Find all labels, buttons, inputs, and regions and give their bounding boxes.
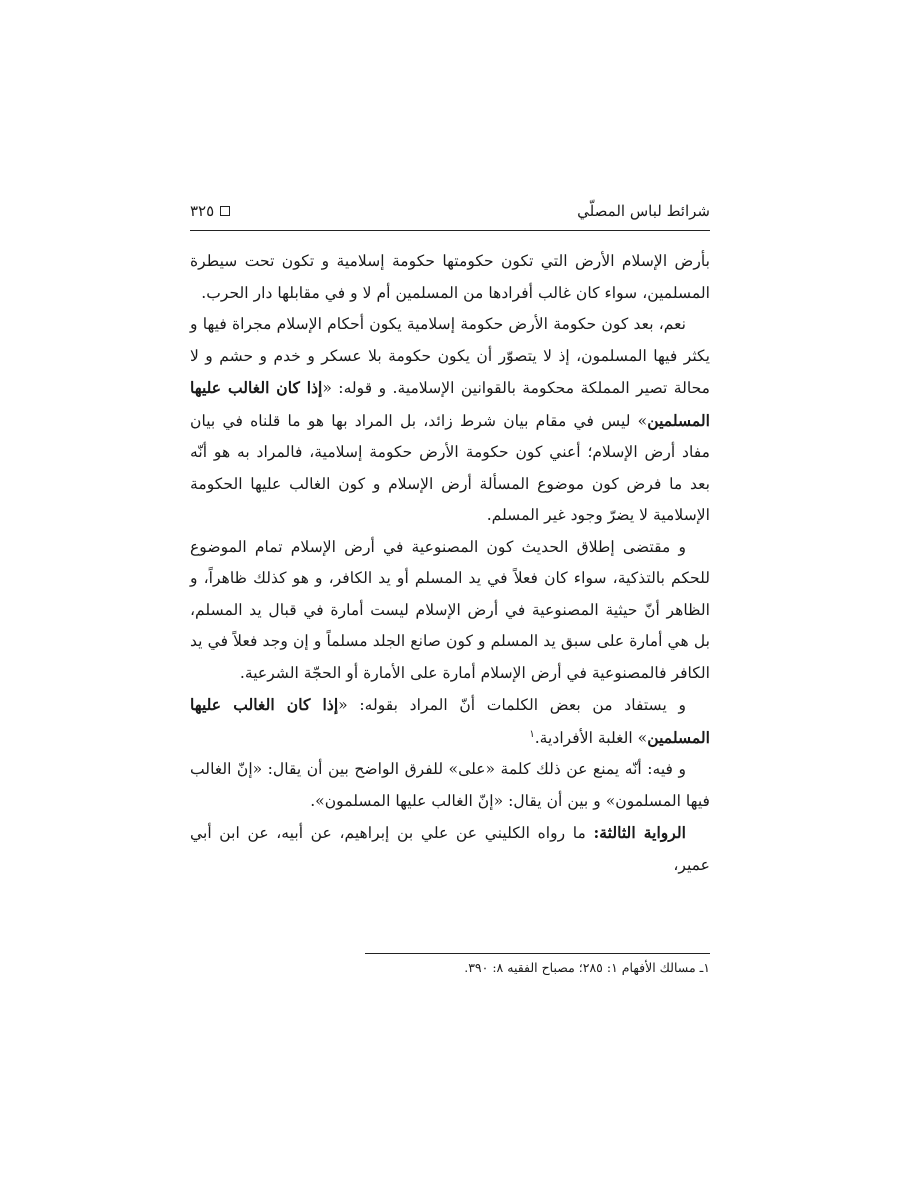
paragraph-3: و مقتضى إطلاق الحديث كون المصنوعية في أرض الإسلام تمام الموضوع للحكم بالتذكية، سواء كان فعلاً في يد المسلم أو يد الكافر، و هو كذلك ظاهراً، و الظاهر أنّ حيثية المصنوعية في أرض الإسلام ليست أمارة في قبال يد المسلم، بل هي أمارة على سبق يد المسلم و كون صانع الجلد مسلماً و إن وجد فعلاً في يد الكافر فالمصنوعية في أرض الإسلام أمارة على الأمارة أو الحجّة الشرعية. <box>190 537 710 682</box>
paragraph-4 <box>190 689 710 754</box>
paragraph-4-end: » الغلبة الأفرادية. <box>534 728 648 747</box>
footnote-divider <box>365 953 710 954</box>
quoted-phrase: إذا كان الغالب عليها المسلمين <box>190 378 710 430</box>
paragraph-2-start: نعم، بعد كون حكومة الأرض حكومة إسلامية يكون أحكام الإسلام مجراة فيها و يكثر فيها المسلمون، إذ لا يتصوّر أن يكون حكومة بلا عسكر و خدم و حشم و لا محالة تصير المملكة محكومة بالقوانين الإسلامية. و قوله: « <box>190 315 710 397</box>
paragraph-5: و فيه: أنّه يمنع عن ذلك كلمة «على» للفرق الواضح بين أن يقال: «إنّ الغالب فيها المسلمون» و بين أن يقال: «إنّ الغالب عليها المسلمون». <box>190 760 710 810</box>
paragraph-1: بأرض الإسلام الأرض التي تكون حكومتها حكومة إسلامية و تكون تحت سيطرة المسلمين، سواء كان غالب أفرادها من المسلمين أم لا و في مقابلها دار الحرب. <box>190 252 710 302</box>
paragraph-6-text: ما رواه الكليني عن علي بن إبراهيم، عن أبيه، عن ابن أبي عمير، <box>190 824 710 874</box>
paragraph-6 <box>190 817 710 881</box>
page-header <box>190 198 710 231</box>
running-title: شرائط لباس المصلّي <box>577 202 710 220</box>
paragraph-2-end: » ليس في مقام بيان شرط زائد، بل المراد بها هو ما قلناه في بيان مفاد أرض الإسلام؛ أعني كون حكومة الأرض حكومة إسلامية، فالمراد به هو أنّه بعد ما فرض كون موضوع المسألة أرض الإسلام و كون الغالب عليها الحكومة الإسلامية لا يضرّ وجود غير المسلم. <box>190 411 710 524</box>
page-number-group <box>190 202 230 220</box>
paragraph-2 <box>190 309 710 532</box>
section-label: الرواية الثالثة: <box>593 823 686 842</box>
quoted-phrase: إذا كان الغالب عليها المسلمين <box>190 695 710 747</box>
footnote: ١ـ مسالك الأفهام ١: ٢٨٥؛ مصباح الفقيه ٨: ٣٩٠. <box>464 960 710 975</box>
footnote-marker: ١ <box>529 728 535 740</box>
page-number: ٣٢٥ <box>190 202 215 220</box>
body-text <box>190 246 710 881</box>
paragraph-4-start: و يستفاد من بعض الكلمات أنّ المراد بقوله: « <box>338 696 686 714</box>
square-icon <box>220 206 230 216</box>
